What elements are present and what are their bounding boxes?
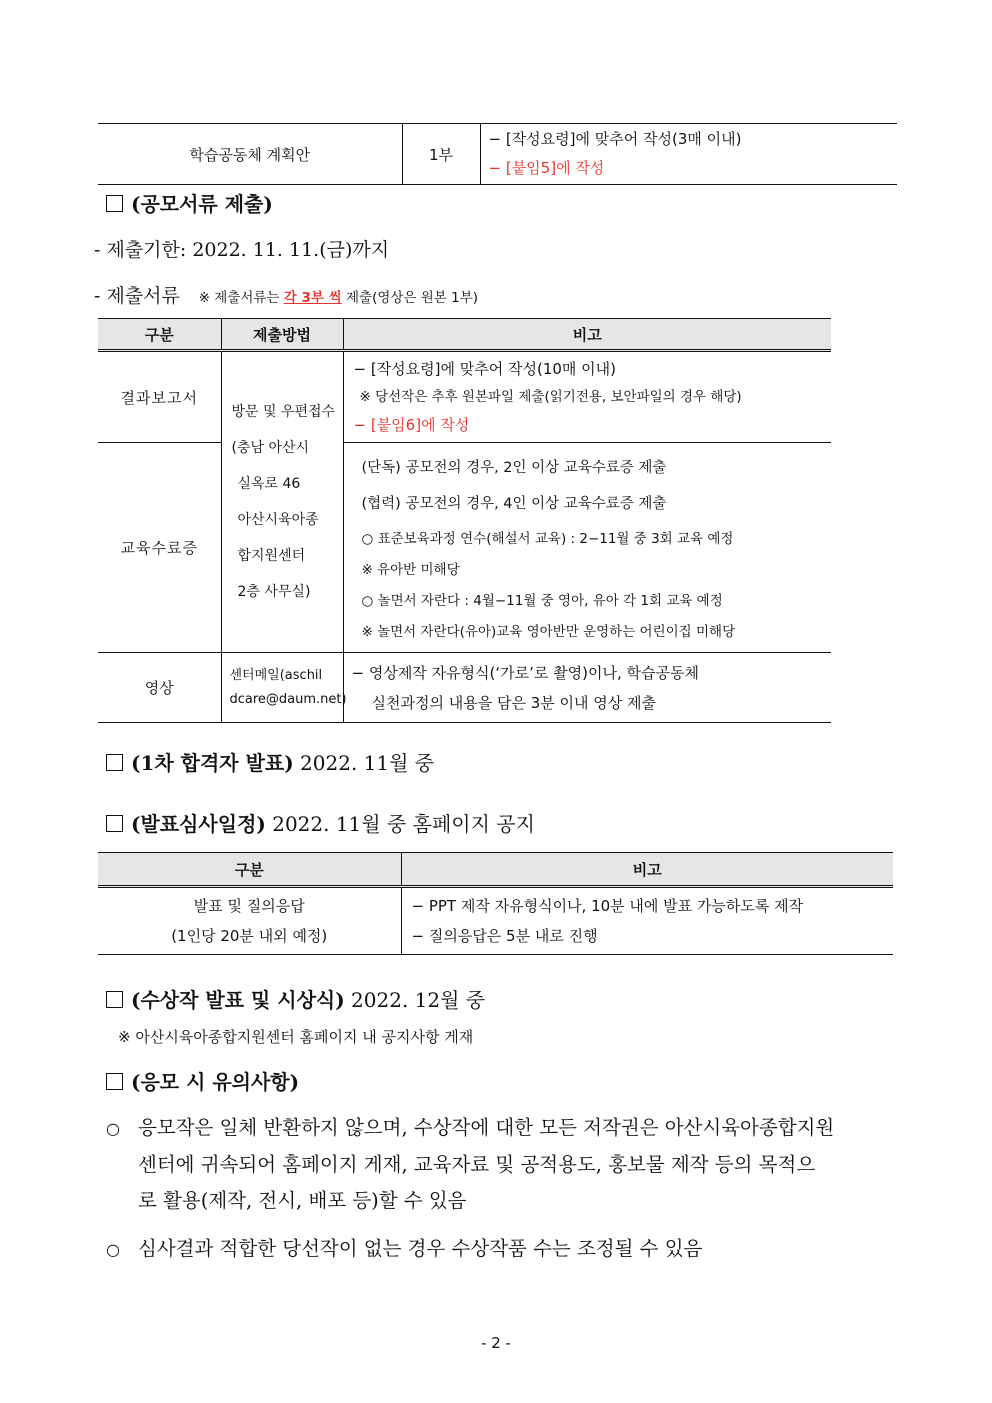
docs-label: - 제출서류 (94, 285, 180, 307)
top-table-qty: 1부 (402, 124, 480, 185)
video-note-1: − 영상제작 자유형식(‘가로’로 촬영)이나, 학습공동체 (351, 663, 699, 682)
video-label: 영상 (98, 653, 221, 723)
present-header-category: 구분 (98, 853, 401, 887)
edu-note-1: (단독) 공모전의 경우, 2인 이상 교육수료증 제출 (361, 459, 667, 476)
present-note (401, 887, 893, 955)
caution-p1-line-1: 응모작은 일체 반환하지 않으며, 수상작에 대한 모든 저작권은 아산시육아종합지원 (138, 1116, 835, 1139)
edu-note-6: ※ 놀면서 자란다(유아)교육 영아반만 운영하는 어린이집 미해당 (361, 623, 736, 640)
report-label: 결과보고서 (98, 351, 221, 443)
method-line-2: (충남 아산시 (231, 440, 310, 456)
checkbox-square-icon (106, 754, 123, 771)
top-table-name: 학습공동체 계획안 (98, 124, 402, 185)
section-award-heading (106, 984, 485, 1013)
edu-note (343, 443, 831, 653)
deadline-line: - 제출기한: 2022. 11. 11.(금)까지 (94, 239, 390, 261)
section-present-title: (발표심사일정) (131, 812, 266, 836)
present-category (98, 887, 401, 955)
section-caution-heading (106, 1066, 299, 1095)
section-present-heading (106, 808, 535, 837)
section-first-heading (106, 747, 434, 776)
section-first-title: (1차 합격자 발표) (131, 751, 294, 775)
method-line-6: 2층 사무실) (237, 584, 311, 600)
edu-note-5: ○ 놀면서 자란다 : 4월−11월 중 영아, 유아 각 1회 교육 예정 (361, 592, 723, 609)
submission-table (98, 318, 831, 723)
top-table-note (480, 124, 897, 185)
edu-note-4: ※ 유아반 미해당 (361, 561, 460, 578)
present-note-1: − PPT 제작 자유형식이나, 10분 내에 발표 가능하도록 제작 (411, 897, 804, 915)
checkbox-square-icon (106, 195, 123, 212)
checkbox-square-icon (106, 1073, 123, 1090)
top-table (98, 123, 897, 185)
method-line-1: 방문 및 우편접수 (231, 404, 336, 420)
checkbox-square-icon (106, 991, 123, 1008)
caution-p2: 심사결과 적합한 당선작이 없는 경우 수상작품 수는 조정될 수 있음 (138, 1237, 703, 1260)
docs-line (94, 281, 478, 308)
top-table-note-1: − [작성요령]에 맞추어 작성(3매 이내) (488, 130, 742, 148)
section-first-text: 2022. 11월 중 (293, 751, 435, 775)
video-note-2: 실천과정의 내용을 담은 3분 이내 영상 제출 (371, 693, 656, 712)
present-note-2: − 질의응답은 5분 내로 진행 (411, 927, 598, 945)
report-note-1: − [작성요령]에 맞추어 작성(10매 이내) (353, 360, 617, 378)
video-method-2: dcare@daum.net) (229, 691, 347, 707)
edu-note-2: (협력) 공모전의 경우, 4인 이상 교육수료증 제출 (361, 495, 667, 512)
docs-note-prefix: ※ 제출서류는 (198, 290, 284, 306)
presentation-table (98, 852, 893, 955)
report-note-3: − [붙임6]에 작성 (353, 416, 470, 434)
section-submit-title: (공모서류 제출) (131, 192, 273, 216)
award-note: ※ 아산시육아종합지원센터 홈페이지 내 공지사항 게재 (118, 1028, 474, 1046)
edu-note-3: ○ 표준보육과정 연수(해설서 교육) : 2−11월 중 3회 교육 예정 (361, 530, 734, 547)
caution-p1-line-2: 센터에 귀속되어 홈페이지 게재, 교육자료 및 공적용도, 홍보물 제작 등의 목적으 (138, 1153, 816, 1176)
sub-header-category: 구분 (98, 319, 221, 351)
page-number: - 2 - (481, 1334, 511, 1352)
present-header-note: 비고 (401, 853, 893, 887)
section-award-text: 2022. 12월 중 (344, 988, 486, 1012)
circle-bullet-icon: ○ (106, 1240, 120, 1259)
video-note (343, 653, 831, 723)
present-category-2: (1인당 20분 내외 예정) (171, 927, 328, 945)
docs-note-suffix: 제출(영상은 원본 1부) (341, 290, 479, 306)
report-note (343, 351, 831, 443)
video-method-1: 센터메일(aschil (229, 667, 323, 683)
video-method (221, 653, 347, 723)
method-line-3: 실옥로 46 (237, 476, 301, 492)
docs-note (199, 290, 478, 306)
top-table-note-2: − [붙임5]에 작성 (488, 159, 605, 177)
edu-label: 교육수료증 (98, 443, 221, 653)
present-category-1: 발표 및 질의응답 (193, 897, 305, 915)
caution-p1-line-3: 로 활용(제작, 전시, 배포 등)할 수 있음 (138, 1189, 467, 1212)
caution-paragraph-1 (106, 1110, 834, 1219)
circle-bullet-icon: ○ (106, 1119, 120, 1138)
section-submit-heading (106, 188, 273, 217)
docs-note-emphasis: 각 3부 씩 (283, 290, 342, 306)
sub-header-note: 비고 (343, 319, 831, 351)
method-line-5: 합지원센터 (237, 548, 306, 564)
checkbox-square-icon (106, 815, 123, 832)
caution-paragraph-2 (106, 1231, 702, 1268)
method-line-4: 아산시육아종 (237, 512, 319, 528)
report-note-2: ※ 당선작은 추후 원본파일 제출(읽기전용, 보안파일의 경우 해당) (359, 389, 742, 405)
section-award-title: (수상작 발표 및 시상식) (131, 988, 345, 1012)
section-caution-title: (응모 시 유의사항) (131, 1070, 300, 1094)
sub-header-method: 제출방법 (221, 319, 343, 351)
method-cell (221, 351, 343, 653)
section-present-text: 2022. 11월 중 홈페이지 공지 (265, 812, 535, 836)
